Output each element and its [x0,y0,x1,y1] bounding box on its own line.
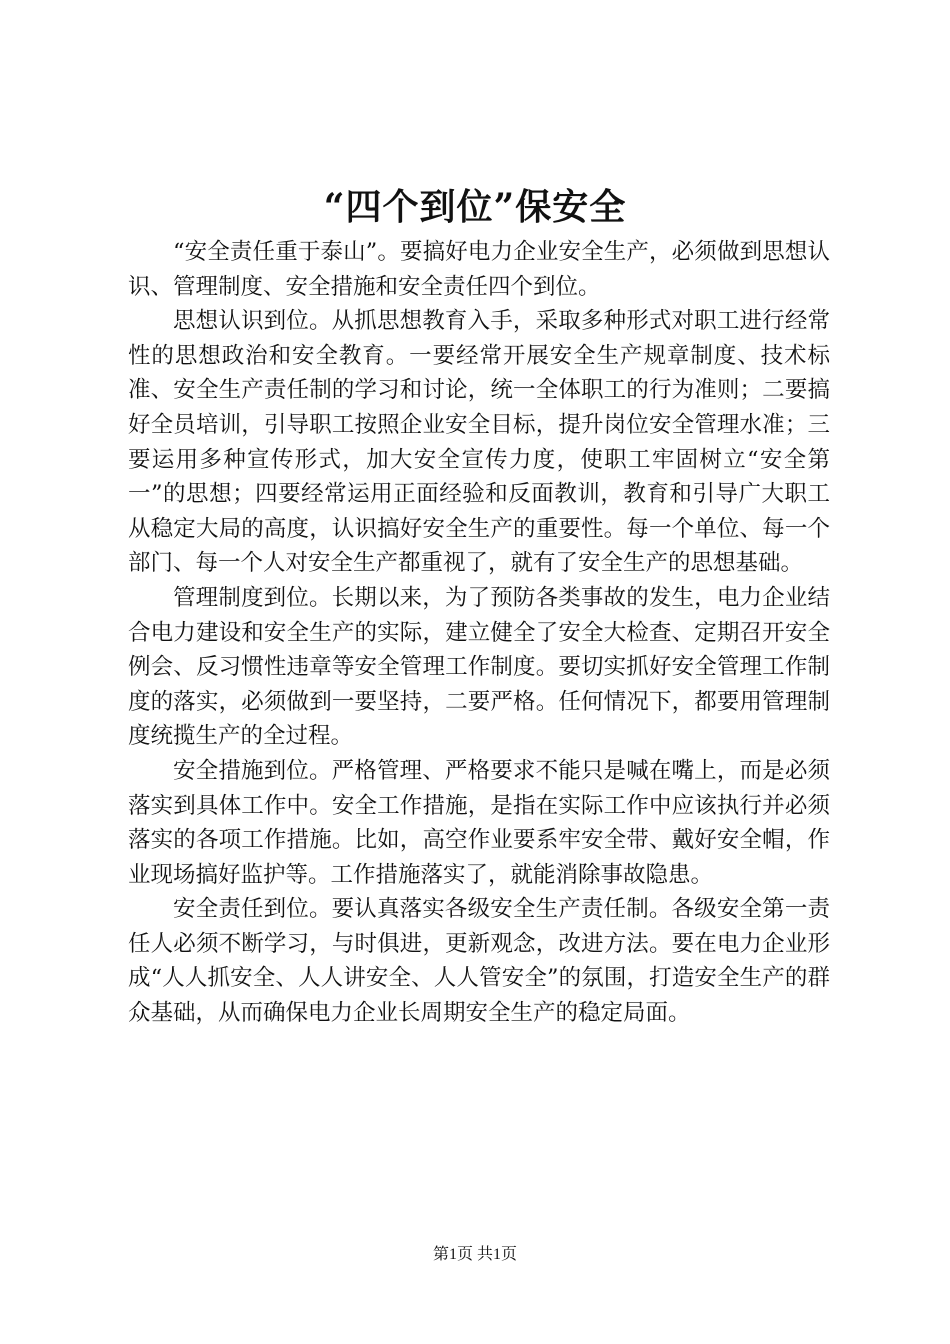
paragraph-thinking: 思想认识到位。从抓思想教育入手，采取多种形式对职工进行经常性的思想政治和安全教育。一要经常开展安全生产规章制度、技术标准、安全生产责任制的学习和讨论，统一全体职工的行为准则；二要搞好全员培训，引导职工按照企业安全目标，提升岗位安全管理水准；三要运用多种宣传形式，加大安全宣传力度，使职工牢固树立“安全第一”的思想；四要经常运用正面经验和反面教训，教育和引导广大职工从稳定大局的高度，认识搞好安全生产的重要性。每一个单位、每一个部门、每一个人对安全生产都重视了，就有了安全生产的思想基础。 [128,308,830,577]
page-footer: 第1页 共1页 [432,1246,517,1263]
document-body [128,235,830,1031]
paragraph-measures: 安全措施到位。严格管理、严格要求不能只是喊在嘴上，而是必须落实到具体工作中。安全工作措施，是指在实际工作中应该执行并必须落实的各项工作措施。比如，高空作业要系牢安全带、戴好安全帽，作业现场搞好监护等。工作措施落实了，就能消除事故隐患。 [128,757,830,888]
paragraph-management: 管理制度到位。长期以来，为了预防各类事故的发生，电力企业结合电力建设和安全生产的实际，建立健全了安全大检查、定期召开安全例会、反习惯性违章等安全管理工作制度。要切实抓好安全管理工作制度的落实，必须做到一要坚持，二要严格。任何情况下，都要用管理制度统揽生产的全过程。 [128,584,830,750]
document-title: “四个到位”保安全 [323,186,627,228]
paragraph-intro: “安全责任重于泰山”。要搞好电力企业安全生产，必须做到思想认识、管理制度、安全措施和安全责任四个到位。 [128,239,830,300]
paragraph-responsibility: 安全责任到位。要认真落实各级安全生产责任制。各级安全第一责任人必须不断学习，与时俱进，更新观念，改进方法。要在电力企业形成“人人抓安全、人人讲安全、人人管安全”的氛围，打造安全生产的群众基础，从而确保电力企业长周期安全生产的稳定局面。 [128,896,830,1027]
